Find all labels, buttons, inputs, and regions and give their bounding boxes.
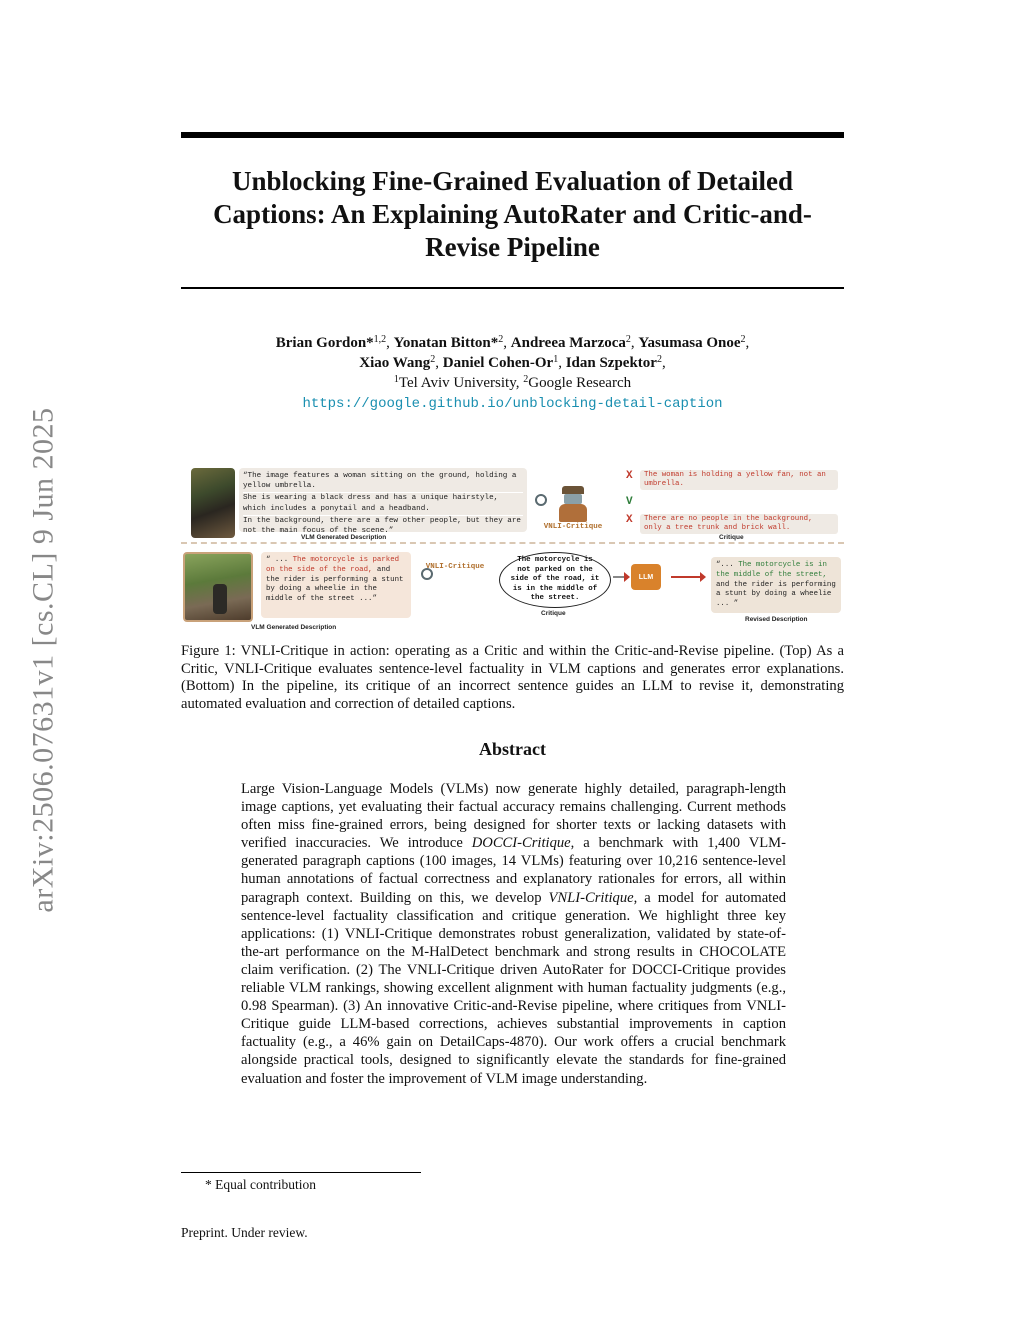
author-name: Yonatan Bitton	[393, 335, 491, 351]
revised-rest: and the rider is performing a stunt by doing a wheelie ... ”	[716, 580, 836, 609]
revised-description	[711, 557, 841, 613]
abstract-italic: DOCCI-Critique	[471, 835, 571, 852]
vlm-description-bottom	[261, 552, 411, 618]
abstract-text	[241, 780, 786, 1088]
affiliations: $^1$Tel Aviv University, $^2$Google Research	[393, 374, 632, 391]
check-mark-icon: V	[626, 496, 633, 508]
affiliation: Google Research	[528, 375, 632, 391]
footnote: * Equal contribution	[205, 1177, 316, 1192]
critic-name-label: VNLI-Critique	[425, 563, 485, 571]
critique-label: Critique	[719, 534, 744, 541]
caption-sentence: In the background, there are a few other people, but they are not the main focus of the scene.”	[243, 516, 523, 538]
caption-prefix: “ ...	[266, 556, 293, 564]
arrow-icon	[613, 576, 625, 578]
vlm-description-top	[239, 468, 527, 536]
project-url-link[interactable]: https://google.github.io/unblocking-detail-caption	[302, 396, 723, 412]
revised-description-label: Revised Description	[745, 616, 808, 623]
paper-title: Unblocking Fine-Grained Evaluation of Detailed Captions: An Explaining AutoRater and Critic-and-Revise Pipeline	[213, 166, 812, 262]
author-name: Idan Szpektor	[565, 355, 657, 371]
llm-chip-icon	[631, 564, 661, 590]
author-name: Yasumasa Onoe	[638, 335, 741, 351]
caption-error-span: The motorcycle is parked on the side of the road,	[266, 556, 400, 574]
motorcycle-photo	[183, 552, 253, 622]
abstract-italic: VNLI-Critique	[548, 889, 634, 906]
detective-coat-icon	[559, 504, 587, 522]
arxiv-margin-identifier	[18, 360, 70, 960]
footnote-rule	[181, 1172, 421, 1173]
author-name: Brian Gordon	[275, 335, 367, 351]
title-bottom-rule	[181, 287, 844, 289]
abstract-segment: , a model for automated sentence-level factuality classification and critique generation. We highlight three key applications: (1) VNLI-Critique demonstrates robust generalization, validated by state-of-the-art performance on the M-HalDetect benchmark and strong results in CHOCOLATE claim verification. (2) The VNLI-Critique driven AutoRater for DOCCI-Critique provides reliable VLM rankings, showing excellent alignment with human factuality judgments (e.g., 0.98 Spearman). (3) An innovative Critic-and-Revise pipeline, where critiques from VNLI-Critique guide LLM-based corrections, achieves substantial improvements in caption factuality (e.g., a 46% gain on DetailCaps-4870). Our work offers a crucial benchmark alongside practical tools, designed to significantly elevate the standards for fine-grained evaluation and foster the improvement of VLM image understanding.	[241, 889, 787, 1087]
author-name: Daniel Cohen-Or	[442, 355, 554, 371]
author-name: Andreea Marzoca	[510, 335, 626, 351]
critic-name-label: VNLI-Critique	[543, 523, 603, 531]
authors-line-2: Xiao Wang$^2$, Daniel Cohen-Or$^1$, Idan Szpektor$^2$,	[359, 354, 666, 371]
critique-bubble: The motorcycle is not parked on the side of the road, it is in the middle of the street.	[499, 552, 611, 608]
critique-item	[626, 496, 838, 514]
abstract-segment: , a benchmark with 1,400 VLM-generated paragraph captions (100 images, 14 VLMs) featuring over 10,216 sentence-level human annotations of factual correctness and explanatory rationales for errors, all within paragraph context. Building on this, we develop	[241, 835, 786, 906]
woman-photo	[191, 468, 235, 538]
caption-sentence: “The image features a woman sitting on the ground, holding a yellow umbrella.	[243, 471, 523, 493]
author-name: Xiao Wang	[359, 355, 431, 371]
caption-rest: and the rider is performing a stunt by doing a wheelie in the middle of the street ...”	[266, 565, 404, 604]
abstract-heading: Abstract	[479, 739, 546, 759]
critique-item	[626, 470, 838, 492]
cross-mark-icon: X	[626, 514, 633, 526]
detective-face-icon	[564, 494, 582, 504]
affiliation: Tel Aviv University	[398, 375, 516, 391]
title-top-rule	[181, 132, 844, 138]
motorcycle-rider-shape	[213, 584, 227, 614]
abstract-segment: Large Vision-Language Models (VLMs) now generate highly detailed, paragraph-length image captions, yet evaluating their factual accuracy remains challenging. Current methods often miss fine-grained errors, being designed for shorter texts or lacking datasets with verified inaccuracies. We introduce	[241, 781, 786, 852]
critique-text: The woman is holding a yellow fan, not an umbrella.	[640, 470, 838, 490]
vlm-description-label: VLM Generated Description	[301, 534, 387, 541]
arxiv-identifier-text: arXiv:2506.07631v1 [cs.CL] 9 Jun 2025	[27, 407, 60, 913]
detective-hat-icon	[562, 486, 584, 494]
magnifier-icon	[535, 494, 547, 506]
vlm-description-label-bottom: VLM Generated Description	[251, 624, 337, 631]
llm-label: LLM	[638, 573, 654, 581]
magnifier-icon	[421, 568, 433, 580]
critique-item	[626, 514, 838, 536]
critique-text: There are no people in the background, only a tree trunk and brick wall.	[640, 514, 838, 534]
author-block	[181, 333, 844, 414]
revised-fixed-span: The motorcycle is in the middle of the street,	[716, 561, 827, 579]
figure-1	[181, 464, 844, 634]
authors-line-1: Brian Gordon*$^{1,2}$, Yonatan Bitton*$^2$, Andreea Marzoca$^2$, Yasumasa Onoe$^2$,	[275, 334, 750, 351]
arrow-icon	[671, 576, 701, 578]
critic-figure-bottom	[425, 562, 485, 610]
critique-list	[626, 468, 838, 536]
critique-label-bottom: Critique	[541, 610, 566, 617]
figure-divider	[181, 542, 844, 544]
critic-figure-top	[543, 486, 603, 534]
revised-prefix: “...	[716, 561, 739, 569]
caption-sentence: She is wearing a black dress and has a unique hairstyle, which includes a ponytail and a headband.	[243, 493, 523, 515]
cross-mark-icon: X	[626, 470, 633, 482]
preprint-note: Preprint. Under review.	[181, 1225, 308, 1240]
figure-caption: Figure 1: VNLI-Critique in action: operating as a Critic and within the Critic-and-Revise pipeline. (Top) As a Critic, VNLI-Critique evaluates sentence-level factuality in VLM captions and generates error explanations. (Bottom) In the pipeline, its critique of an incorrect sentence guides an LLM to revise it, demonstrating automated evaluation and correction of detailed captions.	[181, 643, 844, 712]
